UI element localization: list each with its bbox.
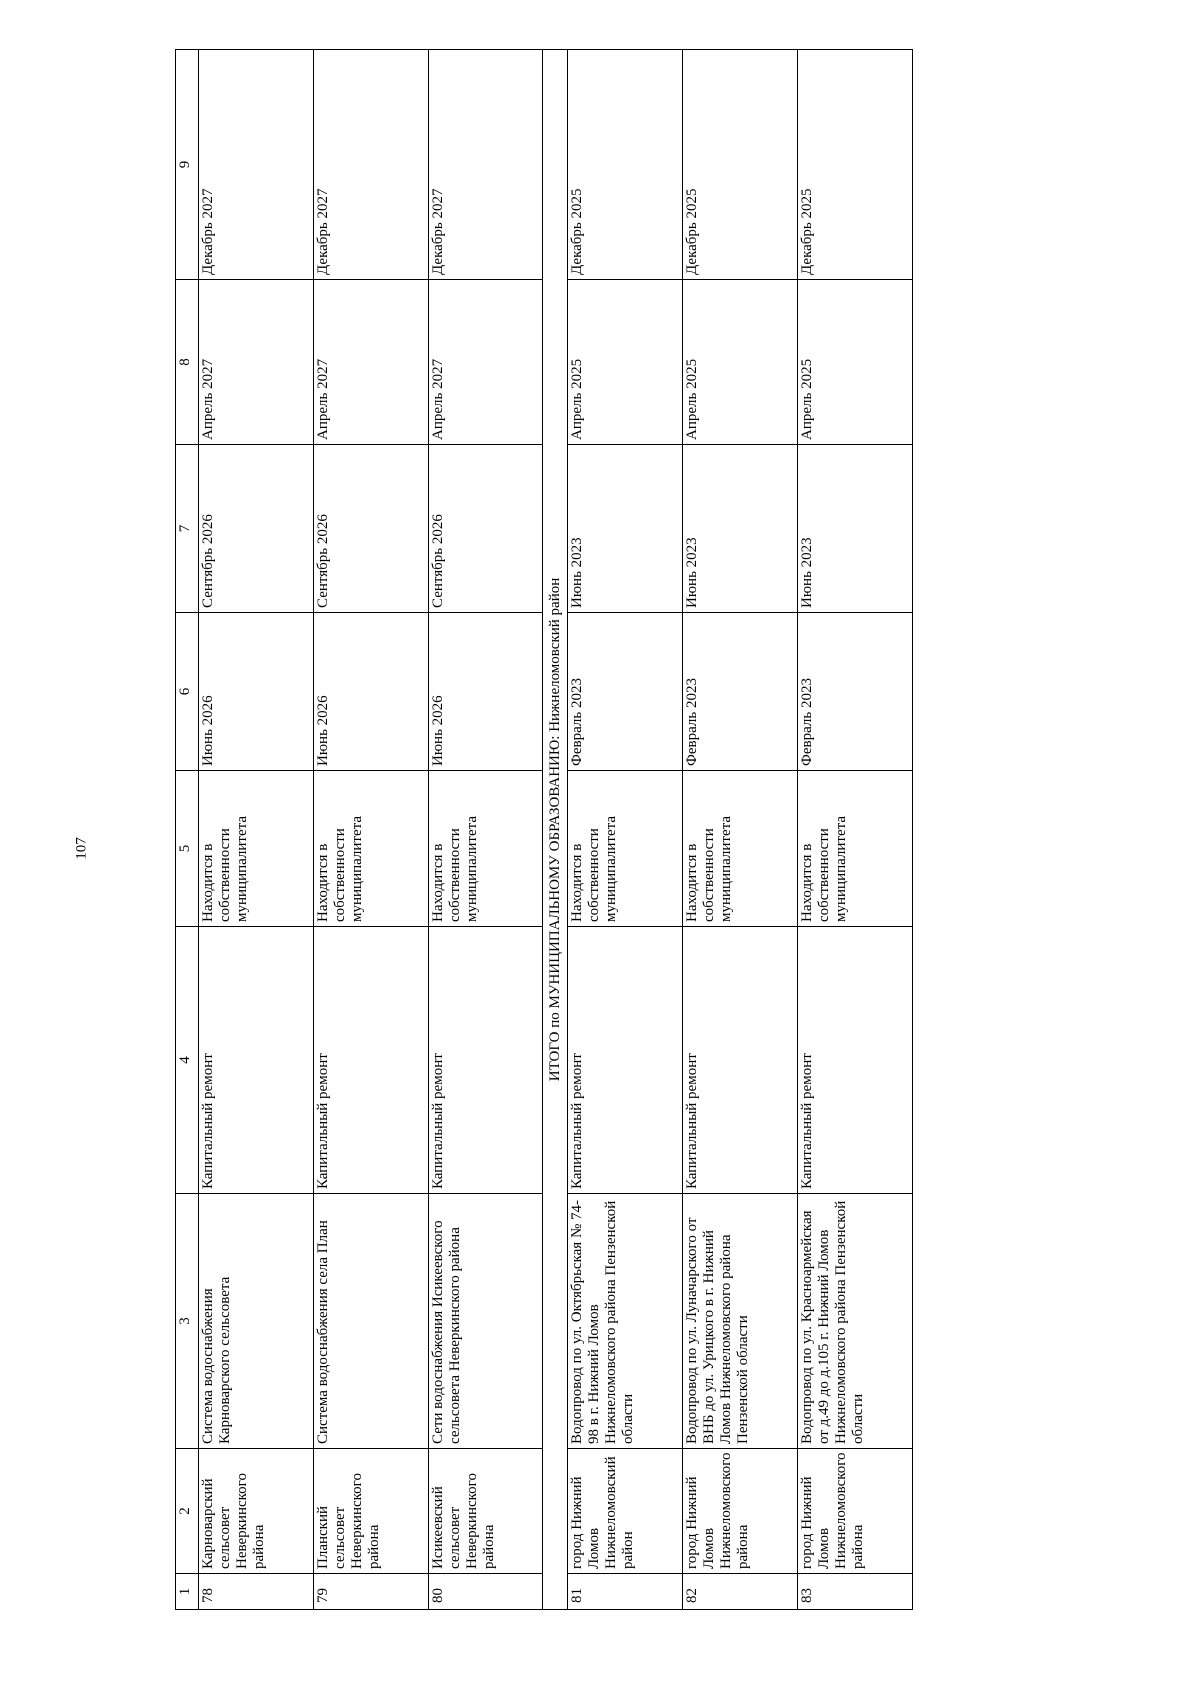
work-type-cell: Капитальный ремонт <box>683 927 798 1194</box>
col-header: 1 <box>176 1574 199 1610</box>
object-cell: Система водоснабжения села План <box>313 1194 428 1449</box>
work-type-cell: Капитальный ремонт <box>428 927 543 1194</box>
projects-table <box>175 49 913 1610</box>
object-cell: Система водоснабжения Карноварского сельсовета <box>199 1194 314 1449</box>
municipality-cell: Планский сельсовет Неверкинского района <box>313 1449 428 1574</box>
col-header: 8 <box>176 280 199 445</box>
design-start-cell: Июнь 2026 <box>199 613 314 771</box>
col-header: 3 <box>176 1194 199 1449</box>
ownership-cell: Находится в собственности муниципалитета <box>199 771 314 927</box>
ownership-cell: Находится в собственности муниципалитета <box>568 771 683 927</box>
col-header: 2 <box>176 1449 199 1574</box>
work-type-cell: Капитальный ремонт <box>313 927 428 1194</box>
work-start-cell: Апрель 2025 <box>568 280 683 445</box>
work-end-cell: Декабрь 2027 <box>428 50 543 280</box>
work-type-cell: Капитальный ремонт <box>798 927 913 1194</box>
ownership-cell: Находится в собственности муниципалитета <box>798 771 913 927</box>
work-start-cell: Апрель 2025 <box>798 280 913 445</box>
object-cell: Водопровод по ул. Луначарского от ВНБ до ул. Урицкого в г. Нижний Ломов Нижнеломовского района Пензенской области <box>683 1194 798 1449</box>
ownership-cell: Находится в собственности муниципалитета <box>313 771 428 927</box>
col-header: 6 <box>176 613 199 771</box>
work-start-cell: Апрель 2027 <box>428 280 543 445</box>
table-row <box>798 50 913 1610</box>
row-number: 82 <box>683 1574 798 1610</box>
ownership-cell: Находится в собственности муниципалитета <box>683 771 798 927</box>
municipality-cell: Карноварский сельсовет Неверкинского района <box>199 1449 314 1574</box>
design-end-cell: Июнь 2023 <box>798 445 913 613</box>
municipality-cell: город Нижний Ломов Нижнеломовского района <box>683 1449 798 1574</box>
table-row <box>313 50 428 1610</box>
design-end-cell: Июнь 2023 <box>568 445 683 613</box>
work-end-cell: Декабрь 2025 <box>683 50 798 280</box>
col-header: 5 <box>176 771 199 927</box>
row-number: 78 <box>199 1574 314 1610</box>
work-end-cell: Декабрь 2027 <box>313 50 428 280</box>
design-end-cell: Сентябрь 2026 <box>428 445 543 613</box>
col-header: 7 <box>176 445 199 613</box>
municipality-cell: город Нижний Ломов Нижнеломовского района <box>798 1449 913 1574</box>
table-row <box>683 50 798 1610</box>
work-start-cell: Апрель 2027 <box>313 280 428 445</box>
municipality-cell: город Нижний Ломов Нижнеломовский район <box>568 1449 683 1574</box>
rotated-table-container <box>175 50 913 1610</box>
design-start-cell: Февраль 2023 <box>798 613 913 771</box>
object-cell: Сети водоснабжения Исикеевского сельсовета Неверкинского района <box>428 1194 543 1449</box>
table-row <box>568 50 683 1610</box>
work-start-cell: Апрель 2027 <box>199 280 314 445</box>
row-number: 80 <box>428 1574 543 1610</box>
work-type-cell: Капитальный ремонт <box>199 927 314 1194</box>
table-row <box>428 50 543 1610</box>
work-type-cell: Капитальный ремонт <box>568 927 683 1194</box>
work-start-cell: Апрель 2025 <box>683 280 798 445</box>
design-start-cell: Февраль 2023 <box>568 613 683 771</box>
row-number: 83 <box>798 1574 913 1610</box>
object-cell: Водопровод по ул. Красноармейская от д.49 до д.105 г. Нижний Ломов Нижнеломовского района Пензенской области <box>798 1194 913 1449</box>
header-row <box>176 50 199 1610</box>
municipality-cell: Исикеевский сельсовет Неверкинского района <box>428 1449 543 1574</box>
row-number: 79 <box>313 1574 428 1610</box>
design-start-cell: Июнь 2026 <box>313 613 428 771</box>
page-number: 107 <box>73 837 90 860</box>
col-header: 4 <box>176 927 199 1194</box>
design-end-cell: Июнь 2023 <box>683 445 798 613</box>
section-band-row <box>543 50 568 1610</box>
work-end-cell: Декабрь 2025 <box>568 50 683 280</box>
table-row <box>199 50 314 1610</box>
row-number: 81 <box>568 1574 683 1610</box>
design-end-cell: Сентябрь 2026 <box>313 445 428 613</box>
design-end-cell: Сентябрь 2026 <box>199 445 314 613</box>
section-total-label: ИТОГО по МУНИЦИПАЛЬНОМУ ОБРАЗОВАНИЮ: Нижнеломовский район <box>543 50 568 1610</box>
object-cell: Водопровод по ул. Октябрьская № 74-98 в г. Нижний Ломов Нижнеломовского района Пензенской области <box>568 1194 683 1449</box>
col-header: 9 <box>176 50 199 280</box>
work-end-cell: Декабрь 2025 <box>798 50 913 280</box>
ownership-cell: Находится в собственности муниципалитета <box>428 771 543 927</box>
design-start-cell: Июнь 2026 <box>428 613 543 771</box>
work-end-cell: Декабрь 2027 <box>199 50 314 280</box>
design-start-cell: Февраль 2023 <box>683 613 798 771</box>
